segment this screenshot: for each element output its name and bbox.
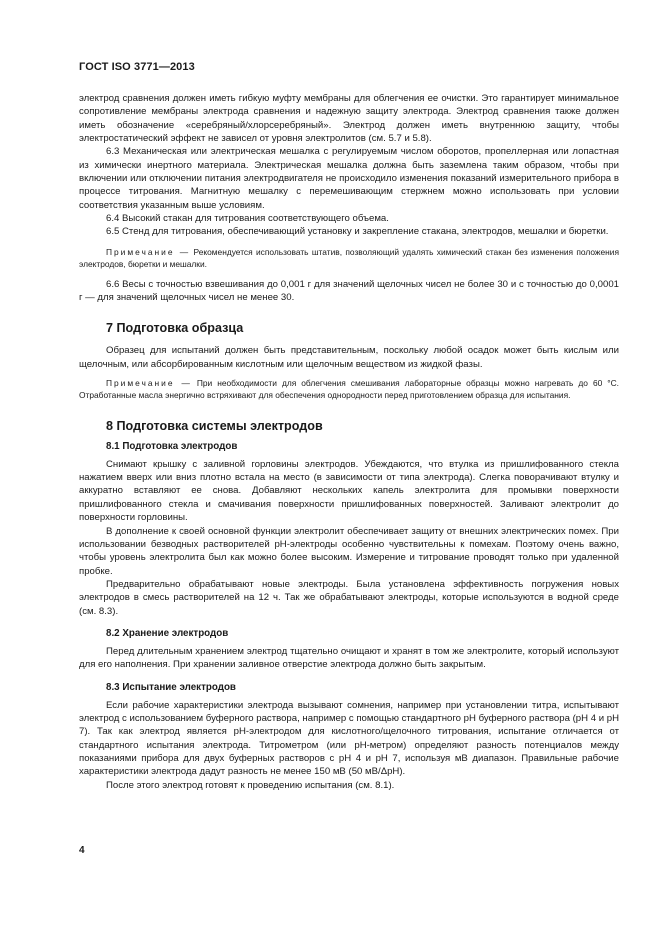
subsection-8-1-heading: 8.1 Подготовка электродов	[106, 440, 238, 452]
note-stand	[79, 246, 619, 271]
section-8-heading: 8 Подготовка системы электродов	[106, 418, 323, 433]
page-number: 4	[79, 845, 85, 856]
paragraph-6-5: 6.5 Стенд для титрования, обеспечивающий установку и закрепление стакана, электродов, мешалки и бюретки.	[106, 226, 609, 238]
paragraph-8-1-b: В дополнение к своей основной функции электролит обеспечивает защиту от внешних электрических помех. При использовании безводных растворителей рН-электроды особенно чувствительны к помехам. Поэтому очень важно, чтобы уровень электролита был как можно более высоким. Измерение и титрование проводят только при удаленной пробке.	[79, 525, 619, 577]
paragraph-7-sample: Образец для испытаний должен быть представительным, поскольку любой осадок может быть кислым или щелочным, или абсорбированным кислотным или щелочным веществом из жидкой фазы.	[79, 345, 619, 370]
note-label: Примечание —	[106, 377, 192, 388]
paragraph-6-6: 6.6 Весы с точностью взвешивания до 0,001 г для значений щелочных чисел не более 30 и с точностью до 0,0001 г — для значений щелочных чисел не менее 30.	[79, 278, 619, 303]
paragraph-6-4: 6.4 Высокий стакан для титрования соответствующего объема.	[106, 213, 389, 225]
paragraph-8-3-a: Если рабочие характеристики электрода вызывают сомнения, например при установлении титра, испытывают электрод с использованием буферного раствора, например с помощью стандартного рН буферного раствора (рН 4 и рН 7). Так как электрод является рН-электродом для кислотного/щелочного титрования, испытание отличается от стандартного испытания электрода. Титрометром (или рН-метром) определяют разность потенциалов между показаниями прибора для двух буферных растворов с рН 4 и рН 7, используя мВ диапазон. Правильные рабочие характеристики электрода дадут разность не менее 150 мВ (50 мВ/ΔрН).	[79, 699, 619, 778]
note-heating	[79, 377, 619, 402]
note-text: Рекомендуется использовать штатив, позволяющий удалять химический стакан без изменения положения электродов, бюретки и мешалки.	[79, 246, 620, 270]
subsection-8-3-heading: 8.3 Испытание электродов	[106, 681, 236, 693]
paragraph-8-3-b: После этого электрод готовят к проведению испытания (см. 8.1).	[106, 779, 395, 791]
paragraph-8-1-c: Предварительно обрабатывают новые электроды. Была установлена эффективность погружения новых электродов в смесь растворителей на 12 ч. Так же обрабатывают электроды, которые используются в водной среде (см. 8.3).	[79, 578, 619, 617]
note-text: При необходимости для облегчения смешивания лабораторные образцы можно нагревать до 60 °С. Отработанные масла энергично встряхивают для обеспечения однородности перед приготовлением образца для испытания.	[79, 377, 619, 401]
paragraph-reference-electrode: электрод сравнения должен иметь гибкую муфту мембраны для облегчения ее очистки. Это гарантирует минимальное сопротивление мембраны электрода сравнения и надежную защиту электрода. Электрод сравнения также должен иметь обозначение «серебряный/хлорсеребряный». Электрод должен иметь внутреннюю защиту, чтобы электростатический эффект не зависел от уровня электролитов (см. 5.7 и 5.8).	[79, 93, 619, 145]
note-label: Примечание —	[106, 246, 191, 257]
paragraph-6-3: 6.3 Механическая или электрическая мешалка с регулируемым числом оборотов, пропеллерная или лопастная из химически инертного материала. Электрическая мешалка должна быть заземлена таким образом, чтобы при включении или отключении питания электродвигателя не происходило изменения показаний измерительного прибора в процессе титрования. Магнитную мешалку с перемешивающим стержнем можно использовать при условии соответствия указанным выше условиям.	[79, 146, 619, 211]
paragraph-8-1-a: Снимают крышку с заливной горловины электродов. Убеждаются, что втулка из пришлифованного стекла нажатием вверх или вниз плотно встала на место (в зависимости от типа электрода). Слегка поворачивают втулку и аккуратно вставляют ее снова. Добавляют нескольких капель электролита для промывки поверхности пришлифованного стекла и смачивания поверхности пришлифованных поверхностей. Заливают электролит до поверхности горловины.	[79, 458, 619, 524]
paragraph-8-2: Перед длительным хранением электрод тщательно очищают и хранят в том же электролите, который используют для его наполнения. При хранении заливное отверстие электрода должно быть закрытым.	[79, 645, 619, 671]
subsection-8-2-heading: 8.2 Хранение электродов	[106, 627, 229, 639]
standard-code-header: ГОСТ ISO 3771—2013	[79, 61, 195, 73]
document-body	[79, 92, 619, 792]
section-7-heading: 7 Подготовка образца	[106, 321, 244, 336]
